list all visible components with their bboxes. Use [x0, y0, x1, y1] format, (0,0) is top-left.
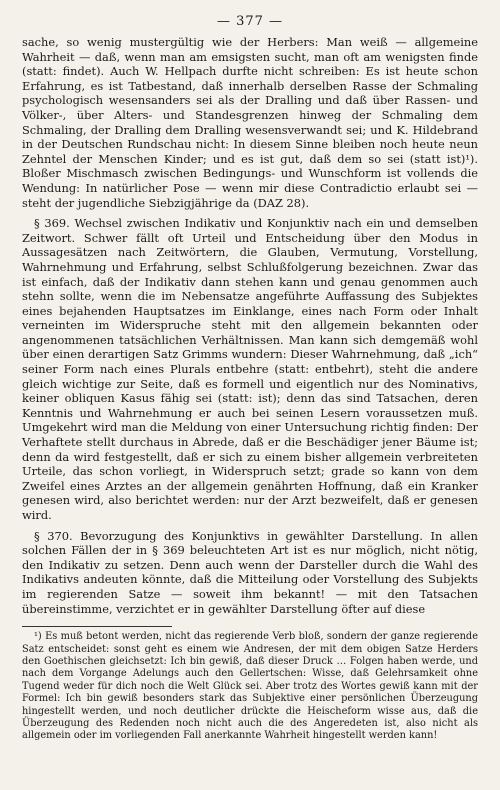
- section-369: § 369. Wechsel zwischen Indikativ und Konjunktiv nach ein und demselben Zeitwort. Schwer fällt oft Urteil und Entscheidung über den Modus in Aussagesätzen nach Zeitwörtern, die Glauben, Vermutung, Vorstellung, Wahrnehmung und Erfahrung, selbst Schlußfolgerung bezeichnen. Zwar das ist einfach, daß der Indikativ dann stehen kann und genau genommen auch stehn sollte, wenn die im Nebensatze angeführte Auffassung des Subjektes eines bejahenden Hauptsatzes im Einklange, eines nach Form oder Inhalt verneinten im Widerspruche steht mit den allgemein bekannten oder angenommenen tatsächlichen Verhältnissen. Man kann sich demgemäß wohl über einen derartigen Satz Grimms wundern: Dieser Wahrnehmung, daß „ich“ seiner Form nach eines Plurals entbehre (statt: entbehrt), steht die andere gleich wichtige zur Seite, daß es formell und eigentlich nur des Nominativs, keiner obliquen Kasus fähig sei (statt: ist); denn das sind Tatsachen, deren Kenntnis und Wahrnehmung er auch bei seinen Lesern voraussetzen muß. Umgekehrt wird man die Meldung von einer Untersuchung richtig finden: Der Verhaftete stellt durchaus in Abrede, daß er die Beschädiger jener Bäume ist; denn da wird festgestellt, daß er sich zu einem bisher allgemein verbreiteten Urteile, das schon vorliegt, in Widerspruch setzt; grade so kann von dem Zweifel eines Arztes an der allgemein genährten Hoffnung, daß ein Kranker genesen wird, also berichtet werden: nur der Arzt bezweifelt, daß er genesen wird.: [22, 216, 478, 522]
- page-header: — 377 —: [216, 14, 284, 29]
- footnote: ¹) Es muß betont werden, nicht das regierende Verb bloß, sondern der ganze regierende Satz entscheidet: sonst geht es einem wie Andresen, der mit dem obigen Satze Herders den Goethischen gleichsetzt: Ich bin gewiß, daß dieser Druck … Folgen haben werde, und nach dem Vorgange Adelungs auch den Gellertschen: Wisse, daß Gelehrsamkeit ohne Tugend weder für dich noch die Welt Glück sei. Aber trotz des Wortes gewiß kann mit der Formel: Ich bin gewiß besonders stark das Subjektive einer persönlichen Überzeugung hingestellt werden, und noch deutlicher drückte die Heischeform wisse aus, daß die Überzeugung des Redenden noch nicht auch die des Angeredeten ist, also nicht als allgemein oder im vorliegenden Fall anerkannte Wahrheit hingestellt werden kann!: [22, 631, 478, 742]
- paragraph-continuation: sache, so wenig mustergültig wie der Herbers: Man weiß — allgemeine Wahrheit — daß, wenn man am emsigsten sucht, man oft am wenigsten finde (statt: findet). Auch W. Hellpach durfte nicht schreiben: Es ist heute schon Erfahrung, es ist Tatbestand, daß innerhalb derselben Rasse der Schmaling psychologisch wesensanders sei als der Dralling und daß über Rassen- und Völker-, über Alters- und Standesgrenzen hinweg der Schmaling dem Schmaling, der Dralling dem Dralling wesensverwandt sei; und K. Hildebrand in der Deutschen Rundschau nicht: In diesem Sinne bleiben noch heute neun Zehntel der Menschen Kinder; und es ist gut, daß dem so sei (statt ist)¹). Bloßer Mischmasch zwischen Bedingungs- und Wunschform ist vollends die Wendung: In natürlicher Pose — wenn mir diese Contradictio erlaubt sei — steht der jugendliche Siebzigjährige da (DAZ 28).: [22, 35, 478, 210]
- section-370: § 370. Bevorzugung des Konjunktivs in gewählter Darstellung. In allen solchen Fällen der in § 369 beleuchteten Art ist es nur möglich, nicht nötig, den Indikativ zu setzen. Denn auch wenn der Darsteller durch die Wahl des Indikativs andeuten könnte, daß die Mitteilung oder Vorstellung des Subjekts im regierenden Satze — soweit ihm bekannt! — mit den Tatsachen übereinstimme, verzichtet er in gewählter Darstellung öfter auf diese: [22, 528, 478, 616]
- footnote-rule: [22, 626, 172, 627]
